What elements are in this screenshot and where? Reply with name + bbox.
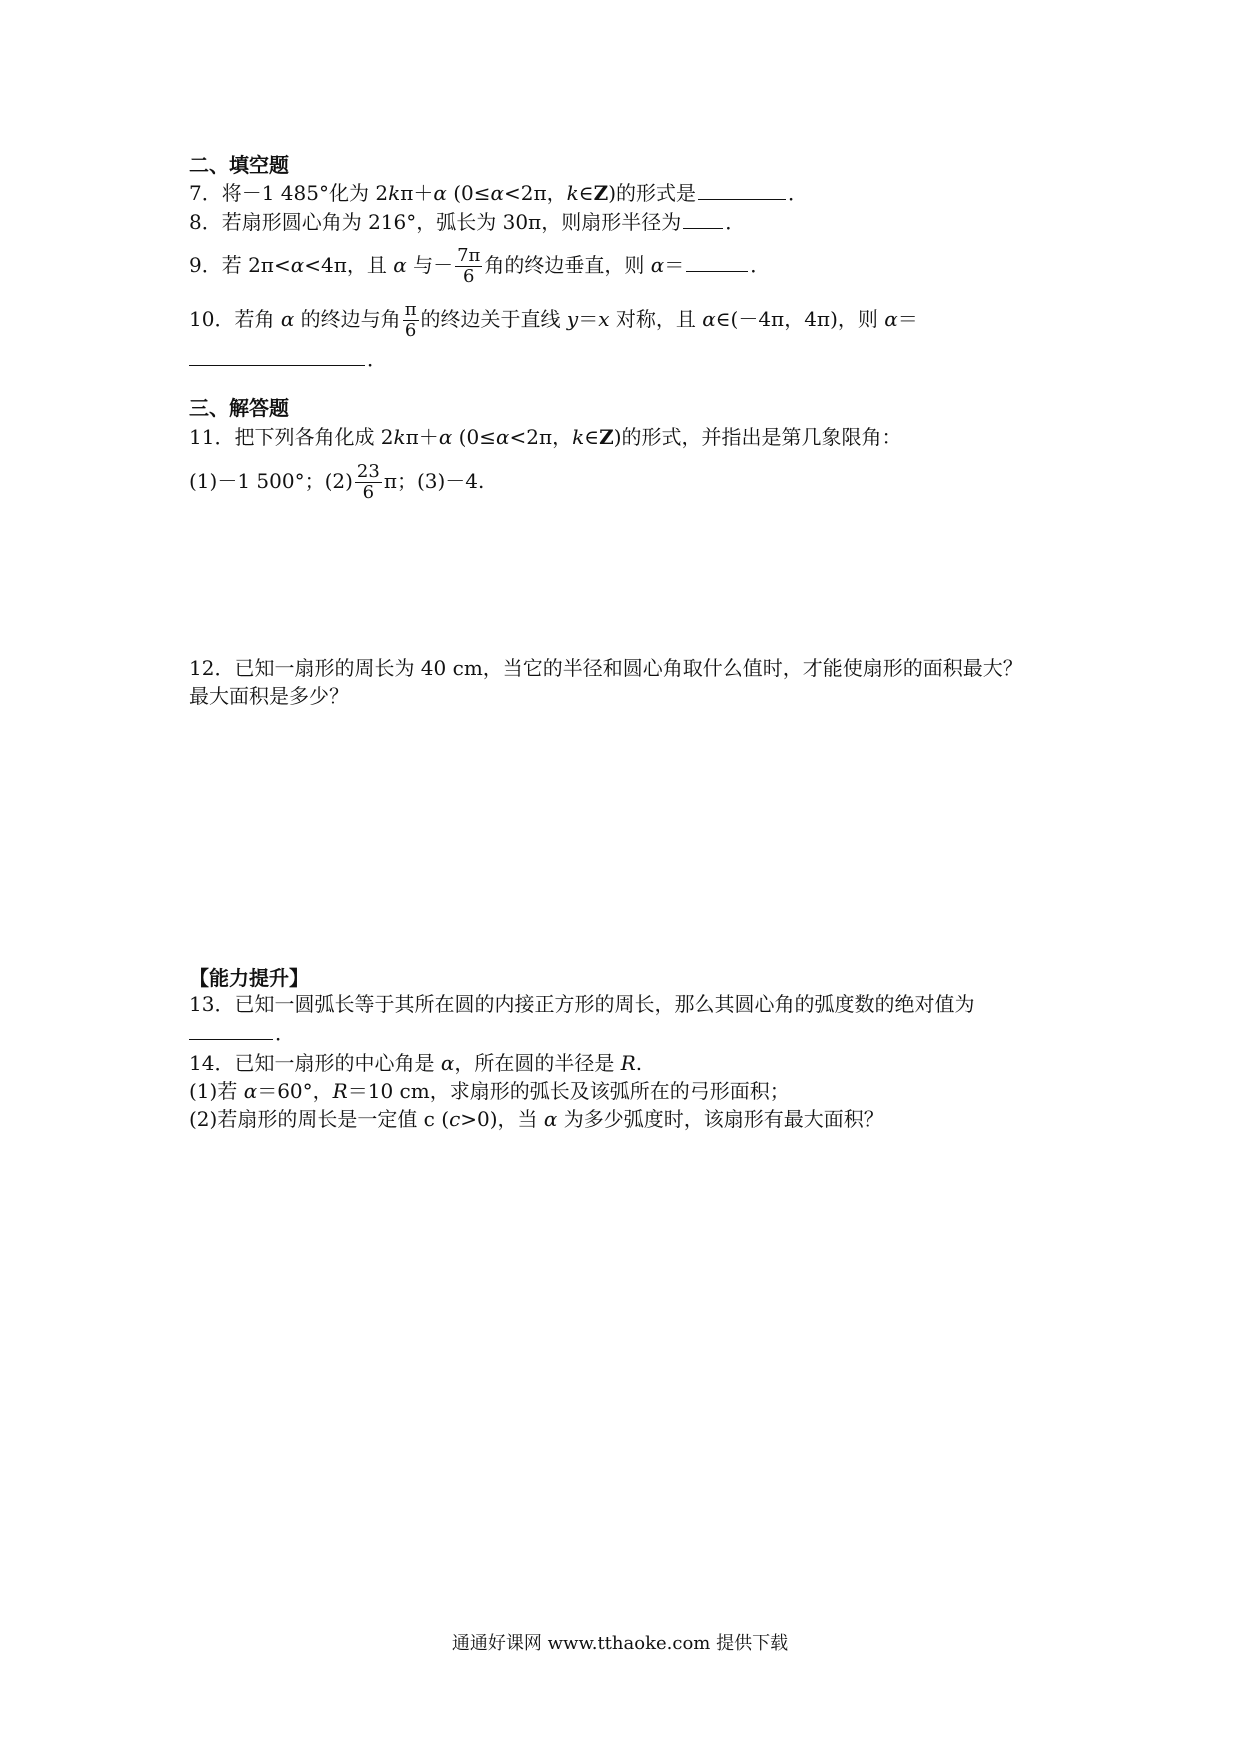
question-10-answer-line: ． [189, 346, 387, 372]
answer-blank[interactable] [686, 253, 748, 272]
answer-blank[interactable] [698, 181, 786, 200]
fraction-7pi-6: $\frac{7\pi}{6}$ [457, 245, 481, 287]
fraction-23-6: $\frac{23}{6}$ [356, 461, 380, 503]
section-3-title: 三、解答题 [189, 396, 289, 420]
question-14: 14．已知一扇形的中心角是 α，所在圆的半径是 R. [189, 1051, 643, 1075]
question-11: 11．把下列各角化成 2kπ＋α (0≤α<2π，k∈Z)的形式，并指出是第几象限角： [189, 425, 902, 449]
question-8: 8．若扇形圆心角为 216°，弧长为 30π，则扇形半径为 ． [189, 210, 746, 234]
question-11-parts: (1)－1 500°；(2) $\frac{23}{6}$ π；(3)－4. [189, 461, 485, 503]
question-14-part-1: (1)若 α＝60°，R＝10 cm，求扇形的弧长及该弧所在的弓形面积； [189, 1079, 790, 1103]
question-7: 7．将－1 485°化为 2kπ＋α (0≤α<2π，k∈Z)的形式是 ． [189, 181, 809, 205]
section-2-title: 二、填空题 [189, 153, 289, 177]
ability-title: 【能力提升】 [189, 966, 309, 990]
fraction-pi-6: $\frac{\pi}{6}$ [404, 299, 417, 341]
question-10: 10．若角 α 的终边与角 $\frac{\pi}{6}$ 的终边关于直线 y＝x 对称，且 α∈(－4π，4π)，则 α＝ [189, 299, 918, 341]
question-12-line-1: 12．已知一扇形的周长为 40 cm，当它的半径和圆心角取什么值时，才能使扇形的面积最大？ [189, 656, 1023, 680]
answer-blank[interactable] [683, 210, 723, 229]
question-9: 9．若 2π<α<4π，且 α 与－ $\frac{7\pi}{6}$ 角的终边垂直，则 α＝ ． [189, 245, 771, 287]
question-14-part-2: (2)若扇形的周长是一定值 c (c>0)，当 α 为多少弧度时，该扇形有最大面积？ [189, 1107, 884, 1131]
question-12-line-2: 最大面积是多少？ [189, 684, 349, 708]
page-footer: 通通好课网 www.tthaoke.com 提供下载 [451, 1633, 789, 1654]
question-13-line-1: 13．已知一圆弧长等于其所在圆的内接正方形的周长，那么其圆心角的弧度数的绝对值为 [189, 992, 975, 1016]
answer-blank[interactable] [189, 1021, 273, 1040]
answer-blank[interactable] [189, 347, 365, 366]
question-13-answer-line: ． [189, 1020, 295, 1046]
